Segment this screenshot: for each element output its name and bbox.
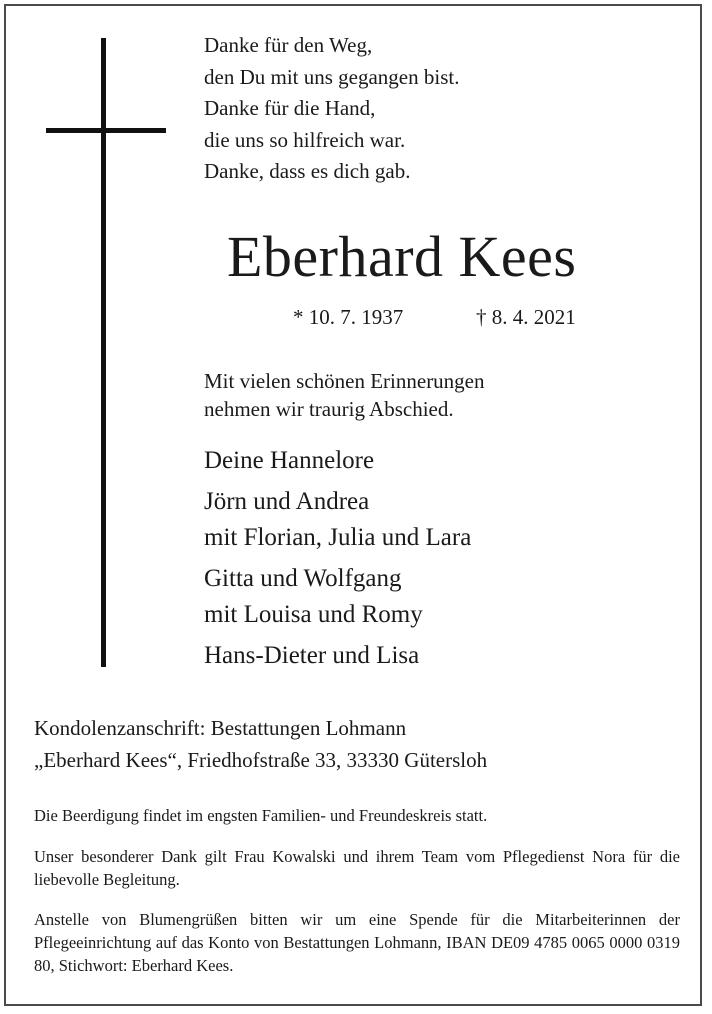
deceased-name: Eberhard Kees (227, 224, 577, 289)
mourner-line: mit Florian, Julia und Lara (204, 524, 472, 551)
donation-notice: Anstelle von Blumengrüßen bitten wir um eine Spende für die Mitarbeiterinnen der Pflegeeinrichtung auf das Konto von Bestattungen Lohmann, IBAN DE09 4785 0065 0000 0319 80, Stichwort: Eberhard Kees. (34, 910, 680, 975)
funeral-notice: Die Beerdigung findet im engsten Familien- und Freundeskreis statt. (34, 806, 488, 825)
condolence-line: „Eberhard Kees“, Friedhofstraße 33, 33330 Gütersloh (34, 748, 488, 772)
mourner-line: mit Louisa und Romy (204, 601, 423, 628)
mourner-group (204, 443, 471, 479)
poem (204, 30, 459, 188)
mourner-group (204, 484, 471, 556)
poem-line: den Du mit uns gegangen bist. (204, 64, 460, 89)
cross-icon-crossbar (46, 128, 166, 133)
mourners-list (204, 443, 471, 679)
death-date: † 8. 4. 2021 (476, 305, 576, 329)
condolence-address (34, 712, 487, 776)
farewell-text (204, 367, 485, 423)
poem-line: die uns so hilfreich war. (204, 127, 406, 152)
thanks-notice: Unser besonderer Dank gilt Frau Kowalski und ihrem Team vom Pflegedienst Nora für die liebevolle Begleitung. (34, 847, 680, 889)
mourner-line: Jörn und Andrea (204, 488, 370, 515)
birth-date: * 10. 7. 1937 (293, 305, 404, 329)
mourner-line: Deine Hannelore (204, 447, 375, 474)
farewell-line: nehmen wir traurig Abschied. (204, 397, 454, 421)
mourner-group (204, 561, 471, 633)
condolence-line: Kondolenzanschrift: Bestattungen Lohmann (34, 716, 407, 740)
poem-line: Danke, dass es dich gab. (204, 159, 411, 183)
mourner-line: Gitta und Wolfgang (204, 565, 402, 592)
mourner-group (204, 638, 471, 674)
poem-line: Danke für den Weg, (204, 33, 373, 57)
mourner-line: Hans-Dieter und Lisa (204, 642, 420, 669)
poem-line: Danke für die Hand, (204, 96, 376, 120)
farewell-line: Mit vielen schönen Erinnerungen (204, 369, 485, 393)
